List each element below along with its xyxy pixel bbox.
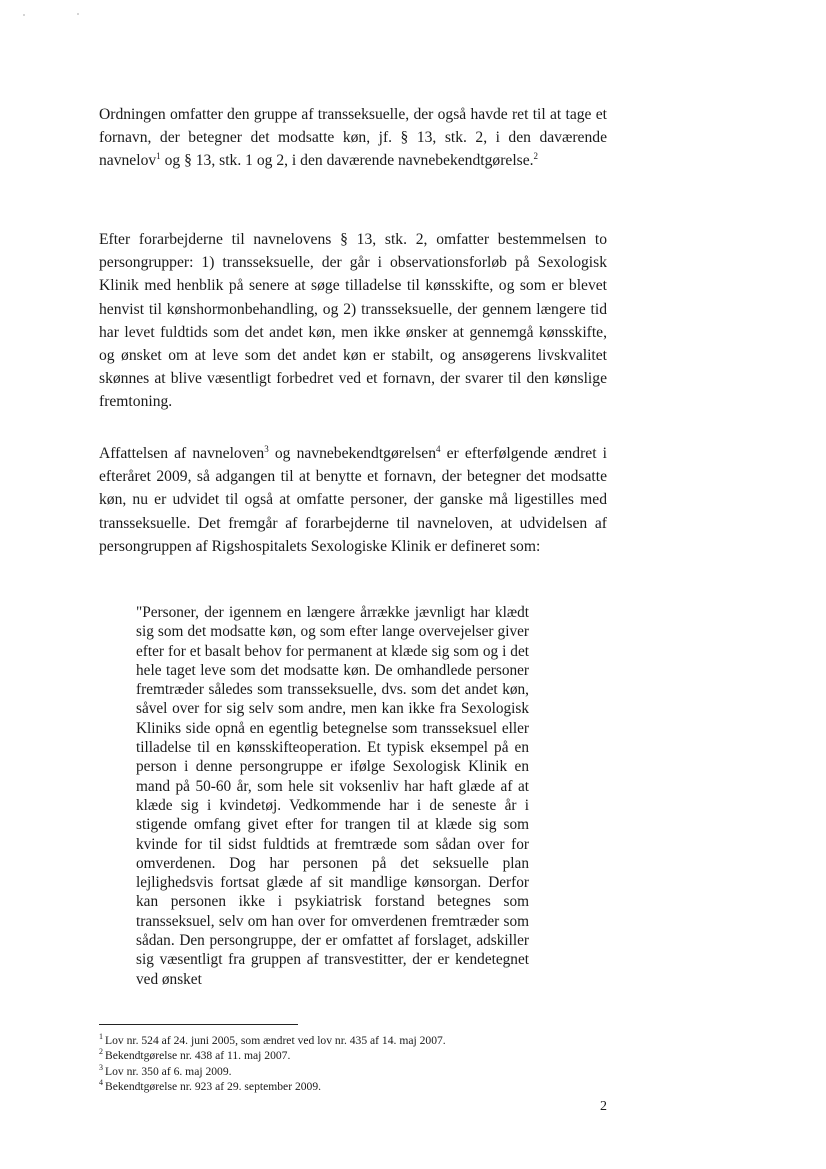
footnotes-list xyxy=(99,1033,599,1094)
footnote-text: Bekendtgørelse nr. 438 af 11. maj 2007. xyxy=(105,1049,291,1063)
paragraph-text: er efterfølgende ændret i efteråret 2009, så adgangen til at benytte et fornavn, der betegner det modsatte køn, nu er udvidet til også at omfatte personer, der ganske må ligestilles med transseksuelle. Det fremgår af forarbejderne til navneloven, at udvidelsen af persongruppen af Rigshospitalets Sexologiske Klinik er defineret som: xyxy=(99,445,607,555)
footnote-text: Lov nr. 350 af 6. maj 2009. xyxy=(105,1064,232,1078)
footnote-number: 3 xyxy=(99,1062,103,1072)
paragraph-text: Affattelsen af navneloven xyxy=(99,445,265,462)
footnote-item xyxy=(99,1079,599,1094)
paragraph-text: Ordningen omfatter den gruppe af transseksuelle, der også havde ret til at tage et fornavn, der betegner det modsatte køn, jf. § 13, stk. 2, i den daværende navnelov xyxy=(99,106,607,170)
footnote-ref-2[interactable]: 2 xyxy=(533,151,539,162)
page-number: 2 xyxy=(600,1099,607,1114)
block-quote: "Personer, der igennem en længere årrække jævnligt har klædt sig som det modsatte køn, og som efter lange overvejelser giver efter for et basalt behov for permanent at klæde sig som og i det hele taget leve som det modsatte køn. De omhandlede personer fremtræder således som transseksuelle, dvs. som det andet køn, såvel over for sig selv som andre, men kan ikke fra Sexologisk Kliniks side opnå en egentlig betegnelse som transseksuel eller tilladelse til en kønsskifteoperation. Et typisk eksempel på en person i denne persongruppe er ifølge Sexologisk Klinik en mand på 50-60 år, som hele sit voksenliv har haft glæde af at klæde sig i kvindetøj. Vedkommende har i de seneste år i stigende omfang givet efter for trangen til at klæde sig som kvinde for til sidst fuldtids at fremtræde som sådan over for omverdenen. Dog har personen på det seksuelle plan lejlighedsvis fortsat glæde af sit mandlige kønsorgan. Derfor kan personen ikke i psykiatrisk forstand betegnes som transseksuel, selv om han over for omverdenen fremtræder som sådan. Den persongruppe, der er omfattet af forslaget, adskiller sig væsentligt fra gruppen af transvestitter, der er kendetegnet ved ønsket xyxy=(136,604,529,988)
footnote-number: 1 xyxy=(99,1032,103,1042)
footnote-ref-4[interactable]: 4 xyxy=(436,443,441,454)
footnote-number: 2 xyxy=(99,1047,103,1057)
footnote-ref-1[interactable]: 1 xyxy=(156,151,161,162)
footnote-item xyxy=(99,1064,599,1079)
footnote-number: 4 xyxy=(99,1078,103,1088)
paragraph-text: og navnebekendtgørelsen xyxy=(268,445,436,462)
footnote-item xyxy=(99,1033,599,1048)
scan-speck xyxy=(23,14,25,16)
footnote-item xyxy=(99,1048,599,1063)
paragraph-3 xyxy=(99,442,607,558)
footnote-divider xyxy=(99,1024,298,1025)
footnote-text: Lov nr. 524 af 24. juni 2005, som ændret ved lov nr. 435 af 14. maj 2007. xyxy=(105,1034,446,1047)
paragraph-text: og § 13, stk. 1 og 2, i den daværende navnebekendtgørelse. xyxy=(160,152,534,170)
footnote-ref-3[interactable]: 3 xyxy=(264,443,269,454)
paragraph-1 xyxy=(99,103,607,173)
paragraph-text: Efter forarbejderne til navnelovens § 13, stk. 2, omfatter bestemmelsen to persongrupper: 1) transseksuelle, der går i observationsforløb på Sexologisk Klinik med henblik på senere at søge tilladelse til kønsskifte, og som er blevet henvist til kønshormonbehandling, og 2) transseksuelle, der gennem længere tid har levet fuldtids som det andet køn, men ikke ønsker at gennemgå kønsskifte, og ønsket om at leve som det andet køn er stabilt, og ansøgerens livskvalitet skønnes at blive væsentligt forbedret ved et fornavn, der svarer til den kønslige fremtoning. xyxy=(99,231,607,411)
paragraph-2 xyxy=(99,228,607,414)
footnote-text: Bekendtgørelse nr. 923 af 29. september 2009. xyxy=(105,1079,322,1093)
scan-speck xyxy=(77,13,79,15)
